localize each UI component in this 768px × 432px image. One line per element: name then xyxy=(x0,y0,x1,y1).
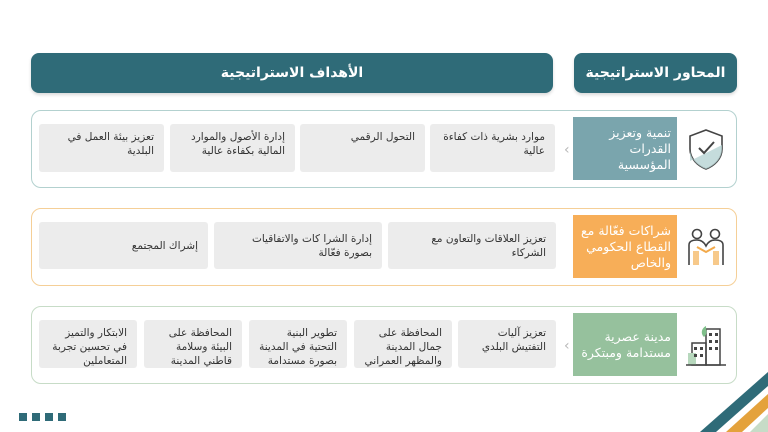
city-building-icon xyxy=(683,321,729,369)
goal-card: التحول الرقمي xyxy=(300,124,425,172)
goal-card: إدارة الشرا كات والاتفاقيات بصورة فعّالة xyxy=(214,222,382,269)
goal-card: إدارة الأصول والموارد المالية بكفاءة عالية xyxy=(170,124,295,172)
goal-card: المحافظة على جمال المدينة والمظهر العمراني xyxy=(354,320,452,368)
axis-tile-institutional: تنمية وتعزيز القدرات المؤسسية xyxy=(573,117,677,180)
chevron-left-icon: ‹ xyxy=(564,142,570,158)
goal-card: تعزيز آليات التفتيش البلدي xyxy=(458,320,556,368)
strategic-axes-header: المحاور الاستراتيجية xyxy=(574,53,737,93)
goal-card: موارد بشرية ذات كفاءة عالية xyxy=(430,124,555,172)
axis-tile-city: مدينة عصرية مستدامة ومبتكرة xyxy=(573,313,677,376)
decorative-square xyxy=(32,413,40,421)
axis-row-institutional xyxy=(31,110,737,188)
goal-card: الابتكار والتميز في تحسين تجربة المتعاملين xyxy=(39,320,137,368)
strategic-goals-header: الأهداف الاستراتيجية xyxy=(31,53,553,93)
goal-card: إشراك المجتمع xyxy=(39,222,208,269)
goal-card: المحافظة على البيئة وسلامة قاطني المدينة xyxy=(144,320,242,368)
axis-tile-partnerships: شراكات فعّالة مع القطاع الحكومي والخاص xyxy=(573,215,677,278)
axis-row-city xyxy=(31,306,737,384)
decorative-square xyxy=(45,413,53,421)
partnership-people-icon xyxy=(683,223,729,271)
decorative-square xyxy=(58,413,66,421)
goal-card: تعزيز بيئة العمل في البلدية xyxy=(39,124,164,172)
axis-row-partnerships xyxy=(31,208,737,286)
goal-card: تعزيز العلاقات والتعاون مع الشركاء xyxy=(388,222,556,269)
decorative-square xyxy=(19,413,27,421)
shield-check-icon xyxy=(683,125,729,173)
corner-stripes-decoration xyxy=(696,372,768,432)
chevron-left-icon: ‹ xyxy=(564,338,570,354)
goal-card: تطوير البنية التحتية في المدينة بصورة مستدامة xyxy=(249,320,347,368)
decorative-dots xyxy=(19,413,66,421)
